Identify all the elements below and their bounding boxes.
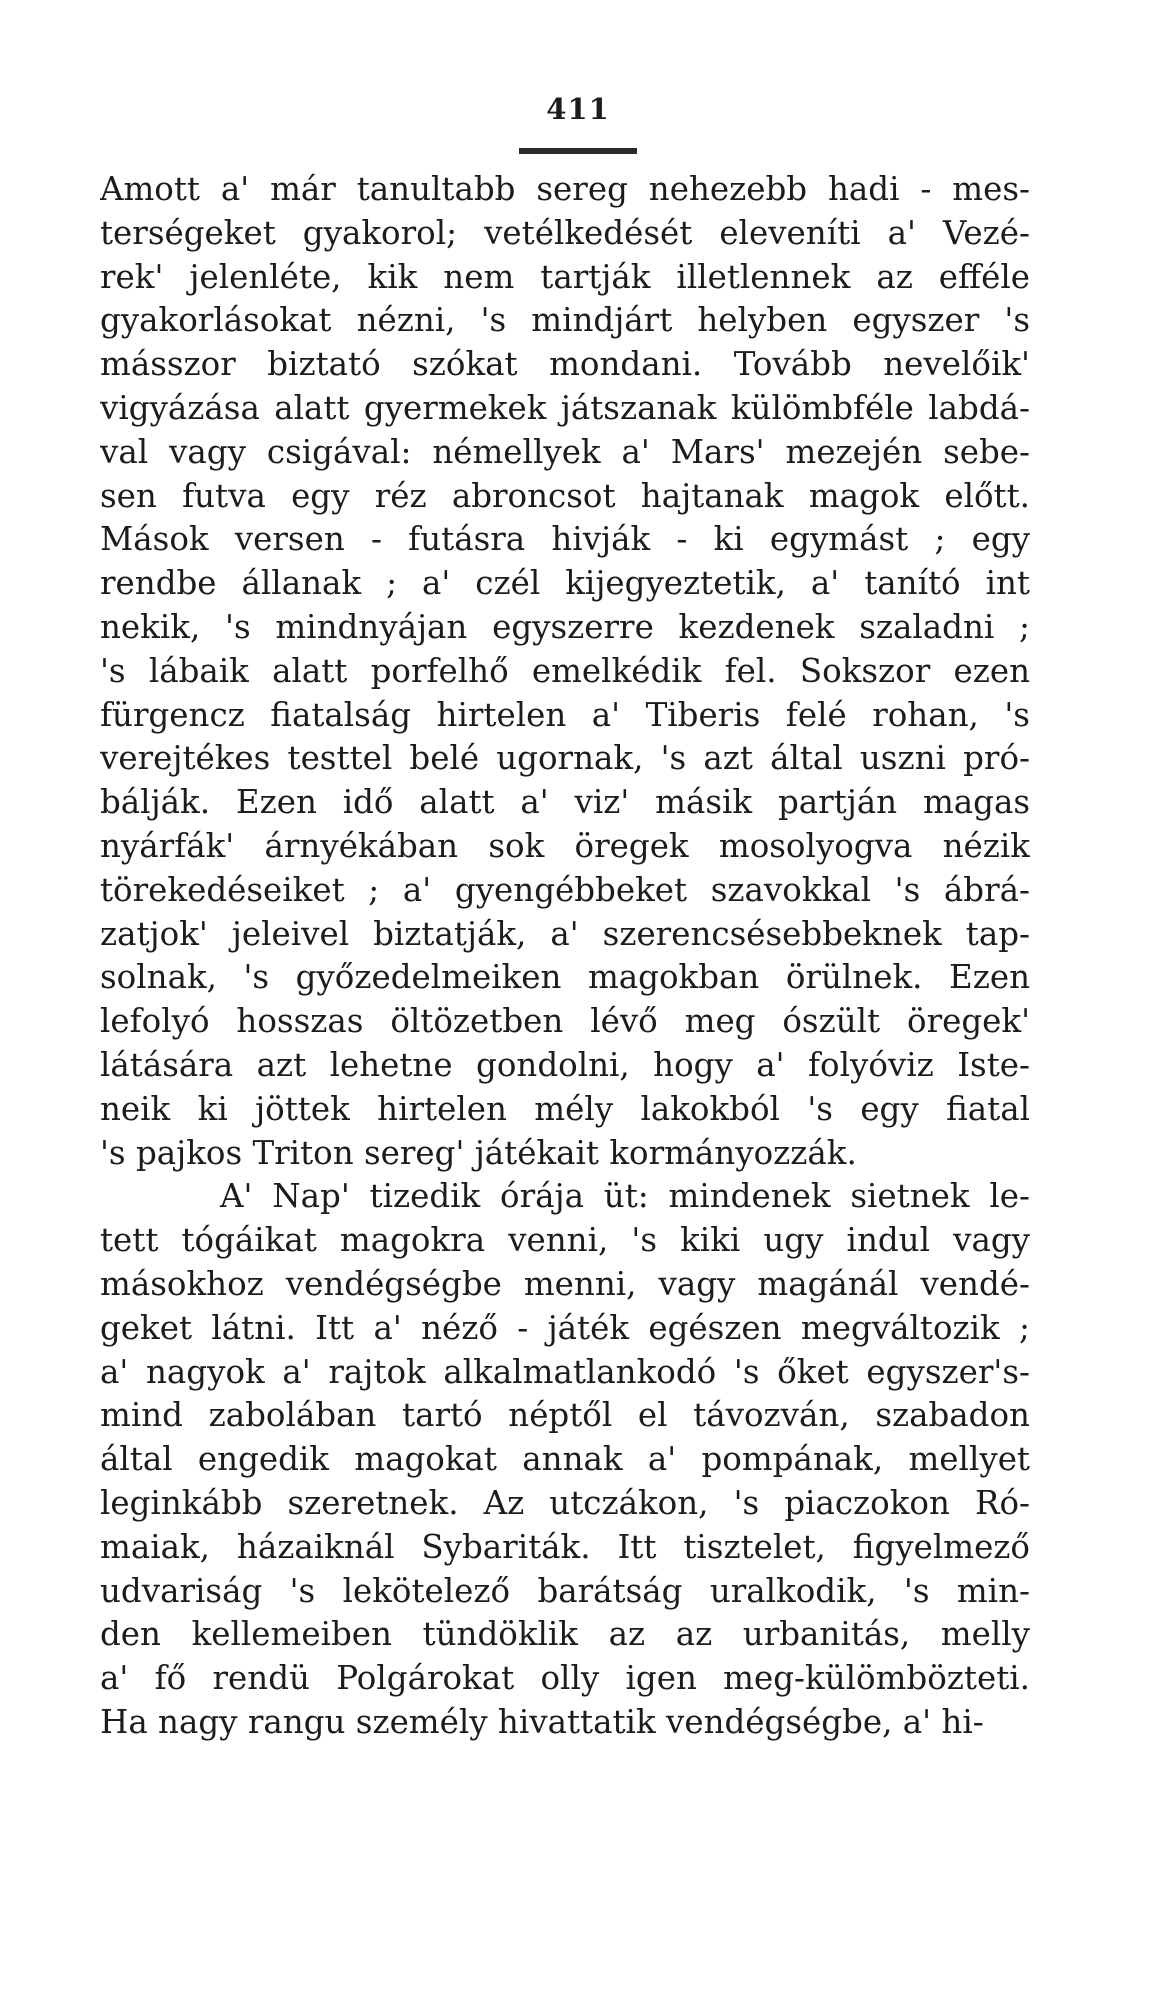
text-line: Amott a' már tanultabb sereg nehezebb hadi - mes- [100, 170, 1030, 208]
text-line: látására azt lehetne gondolni, hogy a' folyóviz Iste- [100, 1045, 1030, 1084]
text-line: val vagy csigával: némellyek a' Mars' mezején sebe- [100, 432, 1030, 471]
text-line: nyárfák' árnyékában sok öregek mosolyogva nézik [100, 826, 1030, 865]
text-line: neik ki jöttek hirtelen mély lakokból 's egy fiatal [100, 1089, 1030, 1128]
paragraph [100, 1175, 1030, 1744]
text-line: den kellemeiben tündöklik az az urbanitás, melly [100, 1615, 1030, 1654]
paragraph [100, 168, 1030, 1175]
body-text [100, 168, 1030, 1745]
text-line: rek' jelenléte, kik nem tartják illetlennek az efféle [100, 257, 1030, 296]
text-line: rendbe állanak ; a' czél kijegyeztetik, a' tanító int [100, 564, 1030, 603]
text-line: solnak, 's győzedelmeiken magokban örülnek. Ezen [100, 958, 1030, 997]
text-line: tett tógáikat magokra venni, 's kiki ugy indul vagy [100, 1221, 1030, 1260]
text-line: mind zabolában tartó néptől el távozván, szabadon [100, 1396, 1030, 1435]
text-line: gyakorlásokat nézni, 's mindjárt helyben egyszer 's [100, 301, 1030, 340]
text-line: sen futva egy réz abroncsot hajtanak magok előtt. [100, 476, 1030, 515]
header-rule [519, 148, 637, 154]
text-line: maiak, házaiknál Sybariták. Itt tisztelet, figyelmező [100, 1527, 1030, 1566]
text-line: udvariság 's lekötelező barátság uralkodik, 's min- [100, 1571, 1030, 1610]
text-line: bálják. Ezen idő alatt a' viz' másik partján magas [100, 783, 1030, 822]
text-line: másszor biztató szókat mondani. Tovább nevelőik' [100, 345, 1030, 384]
page-number: 411 [546, 92, 610, 126]
text-line: a' nagyok a' rajtok alkalmatlankodó 's őket egyszer's- [100, 1352, 1030, 1391]
text-line: A' Nap' tizedik órája üt: mindenek sietnek le- [220, 1177, 1030, 1216]
text-line: 's lábaik alatt porfelhő emelkédik fel. Sokszor ezen [100, 651, 1030, 690]
text-line: lefolyó hosszas öltözetben lévő meg ószült öregek' [100, 1002, 1030, 1041]
text-line: által engedik magokat annak a' pompának, mellyet [100, 1440, 1030, 1479]
text-line: Mások versen - futásra hivják - ki egymást ; egy [100, 520, 1030, 559]
text-line: a' fő rendü Polgárokat olly igen meg-külömbözteti. [100, 1659, 1030, 1698]
text-line: zatjok' jeleivel biztatják, a' szerencsésebbeknek tap- [100, 914, 1030, 953]
text-line: Ha nagy rangu személy hivattatik vendégségbe, a' hi- [100, 1702, 984, 1741]
text-line: verejtékes testtel belé ugornak, 's azt által uszni pró- [100, 739, 1030, 778]
text-line: másokhoz vendégségbe menni, vagy magánál vendé- [100, 1264, 1030, 1303]
text-line: 's pajkos Triton sereg' játékait kormányozzák. [100, 1133, 857, 1172]
text-line: leginkább szeretnek. Az utczákon, 's piaczokon Ró- [100, 1483, 1030, 1522]
text-line: fürgencz fiatalság hirtelen a' Tiberis felé rohan, 's [100, 695, 1030, 734]
text-line: törekedéseiket ; a' gyengébbeket szavokkal 's ábrá- [100, 870, 1030, 909]
text-line: terségeket gyakorol; vetélkedését eleveníti a' Vezé- [100, 213, 1030, 252]
text-line: geket látni. Itt a' néző - játék egészen megváltozik ; [100, 1308, 1030, 1347]
text-line: vigyázása alatt gyermekek játszanak külömbféle labdá- [100, 388, 1030, 427]
text-line: nekik, 's mindnyájan egyszerre kezdenek szaladni ; [100, 607, 1030, 646]
